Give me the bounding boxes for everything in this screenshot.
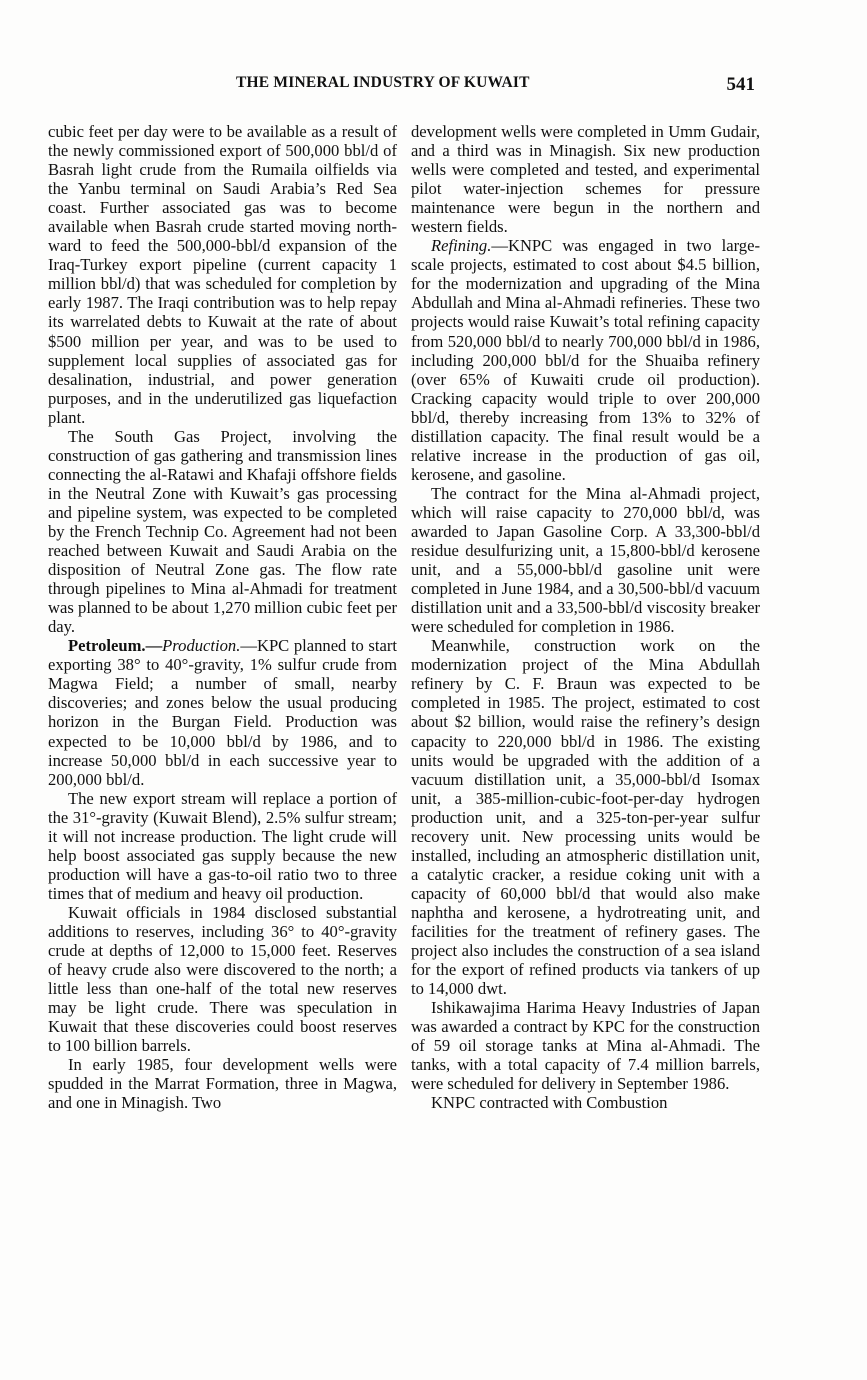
paragraph-gas-supply-continued: cubic feet per day were to be available as a result of the newly commissioned export of 500,000 bbl/d of Basrah light crude from the Rumaila oilfields via the Yanbu terminal on Saudi Arabia’s Red Sea coast. Further associated gas was to become available when Basrah crude started moving northward to feed the 500,000-bbl/d expansion of the Iraq-Turkey export pipeline (current capacity 1 million bbl/d) that was scheduled for completion by early 1987. The Iraqi contribution was to help repay its warrelated debts to Kuwait at the rate of about $500 million per year, and was to be used to supplement local supplies of associated gas for desalination, industrial, and power generation purposes, and in the underutilized gas liquefaction plant.	[48, 122, 397, 427]
page-number: 541	[726, 74, 755, 95]
subsection-heading-production: Production.	[162, 636, 241, 656]
paragraph-reserves: Kuwait officials in 1984 disclosed substantial additions to reserves, including 36° to 40°-gravity crude at depths of 12,000 to 15,000 feet. Reserves of heavy crude also were discovered to the north; a little less than one-half of the total new reserves may be light crude. There was speculation in Kuwait that these discoveries could boost reserves to 100 billion barrels.	[48, 902, 397, 1056]
paragraph-development-wells-continued: development wells were completed in Umm Gudair, and a third was in Minagish. Six new production wells were completed and tested, and experimental pilot water-injection schemes for pressure maintenance were begun in the northern and western fields.	[411, 122, 760, 237]
paragraph-text: —KPC planned to start exporting 38° to 40°-gravity, 1% sulfur crude from Magwa Field; a number of small, nearby discoveries; and zones below the usual producing horizon in the Burgan Field. Production was expected to be 10,000 bbl/d by 1986, and to increase 50,000 bbl/d in each successive year to 200,000 bbl/d.	[48, 636, 397, 789]
paragraph-mina-al-ahmadi-contract: The contract for the Mina al-Ahmadi project, which will raise capacity to 270,000 bbl/d, was awarded to Japan Gasoline Corp. A 33,300-bbl/d residue desulfurizing unit, a 15,800-bbl/d kerosene unit, and a 55,000-bbl/d gasoline unit were completed in June 1984, and a 30,500-bbl/d vacuum distillation unit and a 33,500-bbl/d viscosity breaker were scheduled for completion in 1986.	[411, 483, 760, 637]
paragraph-refining	[411, 236, 760, 484]
running-title: THE MINERAL INDUSTRY OF KUWAIT	[236, 74, 530, 91]
right-column	[411, 122, 760, 1112]
subsection-heading-refining: Refining.	[431, 236, 492, 256]
paragraph-storage-tanks: Ishikawajima Harima Heavy Industries of Japan was awarded a contract by KPC for the construction of 59 oil storage tanks at Mina al-Ahmadi. The tanks, with a total capacity of 7.4 million barrels, were scheduled for delivery in September 1986.	[411, 998, 760, 1094]
paragraph-development-wells: In early 1985, four development wells were spudded in the Marrat Formation, three in Magwa, and one in Minagish. Two	[48, 1055, 397, 1113]
paragraph-mina-abdullah-modernization: Meanwhile, construction work on the modernization project of the Mina Abdullah refinery by C. F. Braun was expected to be completed in 1985. The project, estimated to cost about $2 billion, would raise the refinery’s design capacity to 220,000 bbl/d in 1986. The existing units would be upgraded with the addition of a vacuum distillation unit, a 35,000-bbl/d Isomax unit, a 385-million-cubic-foot-per-day hydrogen production unit, and a 325-ton-per-year sulfur recovery unit. New processing units would be installed, including an atmospheric distillation unit, a catalytic cracker, a residue coking unit with a capacity of 60,000 bbl/d that would also make naphtha and kerosene, a hydrotreating unit, and facilities for the treatment of refinery gases. The project also includes the construction of a sea island for the export of refined products via tankers of up to 14,000 dwt.	[411, 636, 760, 999]
paragraph-petroleum-production	[48, 636, 397, 788]
paragraph-south-gas-project: The South Gas Project, involving the construction of gas gathering and transmission lines connecting the al-Ratawi and Khafaji offshore fields in the Neutral Zone with Kuwait’s gas processing and pipeline system, was expected to be completed by the French Technip Co. Agreement had not been reached between Kuwait and Saudi Arabia on the disposition of Neutral Zone gas. The flow rate through pipelines to Mina al-Ahmadi for treatment was planned to be about 1,270 million cubic feet per day.	[48, 426, 397, 637]
left-column	[48, 122, 397, 1112]
paragraph-export-stream: The new export stream will replace a portion of the 31°-gravity (Kuwait Blend), 2.5% sulfur stream; it will not increase production. The light crude will help boost associated gas supply because the new production will have a gas-to-oil ratio two to three times that of medium and heavy oil production.	[48, 788, 397, 903]
paragraph-text: —KNPC was engaged in two large-scale projects, estimated to cost about $4.5 billion, for the modernization and upgrading of the Mina Abdullah and Mina al-Ahmadi refineries. These two projects would raise Kuwait’s total refining capacity from 520,000 bbl/d to nearly 700,000 bbl/d in 1986, including 200,000 bbl/d for the Shuaiba refinery (over 65% of Kuwaiti crude oil production). Cracking capacity would triple to over 200,000 bbl/d, thereby increasing from 13% to 32% of distillation capacity. The final result would be a relative increase in the production of gas oil, kerosene, and gasoline.	[411, 236, 760, 484]
paragraph-knpc-combustion: KNPC contracted with Combustion	[431, 1093, 668, 1113]
section-heading-petroleum: Petroleum.—	[68, 636, 163, 656]
